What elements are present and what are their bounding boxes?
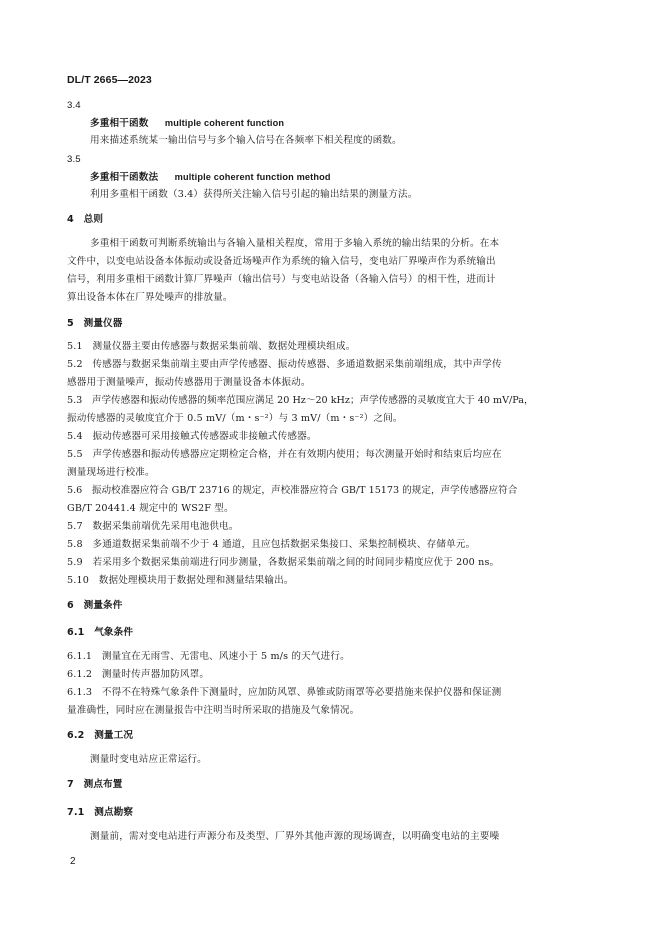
section-5-heading: 5 测量仪器	[67, 318, 123, 329]
subsection-7-1-heading: 7.1 测点勘察	[67, 807, 134, 818]
section-5-line: 感器用于测量噪声，振动传感器用于测量设备本体振动。	[67, 377, 311, 388]
section-5-line: 测量现场进行校准。	[67, 467, 155, 478]
subsection-6-2-heading: 6.2 测量工况	[67, 730, 134, 741]
clause-number-3-4: 3.4	[67, 100, 81, 111]
section-5-line: 5.3 声学传感器和振动传感器的频率范围应满足 20 Hz～20 kHz；声学传感器的灵敏度宜大于 40 mV/Pa，	[67, 395, 534, 406]
term-3-5-en: multiple coherent function method	[174, 172, 331, 182]
section-5-line: 5.10 数据处理模块用于数据处理和测量结果输出。	[67, 575, 294, 586]
section-5-line: 5.8 多通道数据采集前端不少于 4 通道，且应包括数据采集接口、采集控制模块、存储单元。	[67, 539, 476, 550]
section-4-line: 信号，利用多重相干函数计算厂界噪声（输出信号）与变电站设备（各输入信号）的相干性，进而计	[67, 274, 496, 285]
section-7-1-line: 测量前，需对变电站进行声源分布及类型、厂界外其他声源的现场调查，以明确变电站的主要噪	[90, 831, 500, 842]
section-5-line: 5.5 声学传感器和振动传感器应定期检定合格，并在有效期内使用；每次测量开始时和结束后均应在	[67, 449, 502, 460]
section-6-1-line: 6.1.3 不得不在特殊气象条件下测量时，应加防风罩、鼻锥或防雨罩等必要措施来保护仪器和保证测	[67, 687, 502, 698]
section-4-line: 多重相干函数可判断系统输出与各输入量相关程度，常用于多输入系统的输出结果的分析。在本	[90, 238, 500, 249]
section-5-line: 5.4 振动传感器可采用接触式传感器或非接触式传感器。	[67, 431, 317, 442]
section-5-line: GB/T 20441.4 规定中的 WS2F 型。	[67, 503, 234, 514]
section-4-line: 算出设备本体在厂界处噪声的排放量。	[67, 292, 233, 303]
section-5-line: 振动传感器的灵敏度宜介于 0.5 mV/（m・s⁻²）与 3 mV/（m・s⁻²）之间。	[67, 413, 403, 424]
term-3-5	[90, 171, 331, 184]
term-3-5-zh: 多重相干函数法	[90, 172, 159, 183]
definition-3-4: 用来描述系统某一输出信号与多个输入信号在各频率下相关程度的函数。	[90, 135, 402, 146]
doc-number-header: DL/T 2665—2023	[67, 74, 152, 86]
section-4-line: 文件中，以变电站设备本体振动或设备近场噪声作为系统的输入信号，变电站厂界噪声作为系统输出	[67, 256, 496, 267]
section-5-line: 5.9 若采用多个数据采集前端进行同步测量，各数据采集前端之间的时间同步精度应优于 200 ns。	[67, 557, 500, 568]
term-3-4-en: multiple coherent function	[164, 118, 285, 128]
term-3-4	[90, 117, 284, 130]
term-3-4-zh: 多重相干函数	[90, 118, 149, 129]
section-5-line: 5.6 振动校准器应符合 GB/T 23716 的规定，声校准器应符合 GB/T 15173 的规定，声学传感器应符合	[67, 485, 518, 496]
section-5-line: 5.2 传感器与数据采集前端主要由声学传感器、振动传感器、多通道数据采集前端组成，其中声学传	[67, 359, 502, 370]
section-7-heading: 7 测点布置	[67, 779, 123, 790]
page-number: 2	[70, 856, 76, 867]
section-6-1-line: 量准确性，同时应在测量报告中注明当时所采取的措施及气象情况。	[67, 705, 360, 716]
section-6-1-line: 6.1.1 测量宜在无雨雪、无雷电、风速小于 5 m/s 的天气进行。	[67, 651, 350, 662]
subsection-6-1-heading: 6.1 气象条件	[67, 627, 134, 638]
section-5-line: 5.7 数据采集前端优先采用电池供电。	[67, 521, 239, 532]
section-6-1-line: 6.1.2 测量时传声器加防风罩。	[67, 669, 210, 680]
section-6-heading: 6 测量条件	[67, 600, 123, 611]
section-6-2-line: 测量时变电站应正常运行。	[90, 754, 207, 765]
definition-3-5: 利用多重相干函数（3.4）获得所关注输入信号引起的输出结果的测量方法。	[90, 189, 418, 200]
section-4-heading: 4 总则	[67, 214, 104, 225]
clause-number-3-5: 3.5	[67, 154, 81, 165]
section-5-line: 5.1 测量仪器主要由传感器与数据采集前端、数据处理模块组成。	[67, 341, 356, 352]
